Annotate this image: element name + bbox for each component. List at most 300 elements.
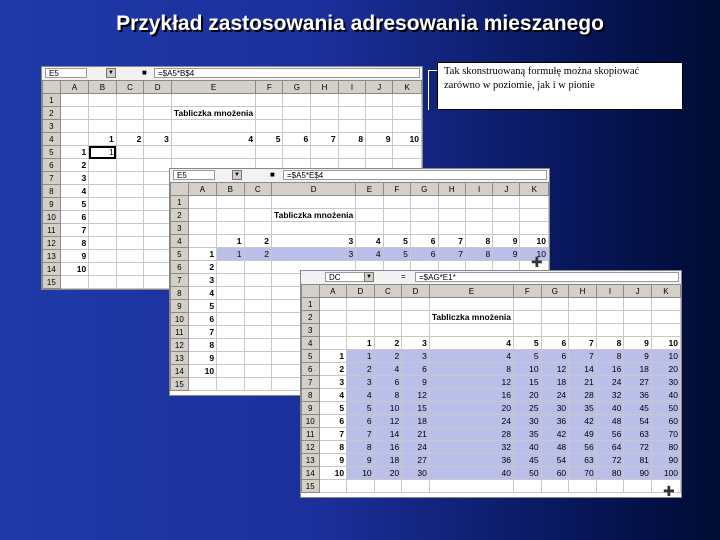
cell[interactable] — [410, 222, 438, 235]
cell[interactable] — [116, 107, 144, 120]
cell[interactable] — [116, 224, 144, 237]
cell[interactable] — [244, 209, 272, 222]
cell[interactable] — [217, 352, 244, 365]
cell[interactable]: 8 — [466, 248, 493, 261]
cell[interactable] — [402, 298, 430, 311]
column-header[interactable]: H — [438, 183, 466, 196]
cell[interactable]: 1 — [347, 337, 375, 350]
cell[interactable]: 5 — [60, 198, 88, 211]
cell[interactable]: 8 — [338, 133, 365, 146]
cell[interactable]: 6 — [283, 133, 311, 146]
cell[interactable]: 7 — [438, 248, 466, 261]
row-header[interactable]: 12 — [171, 339, 189, 352]
cell[interactable]: 6 — [188, 313, 216, 326]
cell[interactable] — [144, 263, 172, 276]
row-header[interactable]: 1 — [43, 94, 61, 107]
cell[interactable]: 10 — [374, 402, 402, 415]
cell[interactable]: 8 — [347, 441, 375, 454]
cell[interactable]: 10 — [393, 133, 422, 146]
cell[interactable]: 1 — [347, 350, 375, 363]
cell[interactable]: 27 — [624, 376, 652, 389]
cell[interactable] — [217, 209, 244, 222]
cell[interactable]: 72 — [624, 441, 652, 454]
cell[interactable] — [311, 107, 339, 120]
cell[interactable] — [466, 209, 493, 222]
cell[interactable]: 9 — [402, 376, 430, 389]
cell[interactable] — [624, 298, 652, 311]
row-header[interactable]: 9 — [302, 402, 320, 415]
cell[interactable]: 40 — [651, 389, 680, 402]
cell[interactable]: 3 — [402, 337, 430, 350]
cell[interactable]: 6 — [319, 415, 347, 428]
cell[interactable]: 72 — [596, 454, 624, 467]
cell[interactable] — [311, 146, 339, 159]
column-header[interactable]: C — [244, 183, 272, 196]
cell[interactable]: 10 — [520, 235, 549, 248]
cell[interactable] — [116, 120, 144, 133]
cell[interactable] — [244, 274, 272, 287]
cell[interactable]: 7 — [311, 133, 339, 146]
cell[interactable] — [514, 298, 542, 311]
column-header[interactable]: D — [347, 285, 375, 298]
cell[interactable] — [144, 224, 172, 237]
cell[interactable] — [116, 211, 144, 224]
row-header[interactable]: 10 — [171, 313, 189, 326]
row-header[interactable]: 8 — [43, 185, 61, 198]
cell[interactable] — [256, 94, 283, 107]
cell[interactable] — [569, 324, 597, 337]
cell[interactable] — [569, 311, 597, 324]
cell[interactable]: 3 — [402, 350, 430, 363]
cell[interactable] — [319, 480, 347, 493]
cell[interactable] — [60, 276, 88, 289]
cell[interactable] — [89, 172, 116, 185]
cell[interactable] — [541, 480, 569, 493]
cell[interactable]: 2 — [374, 337, 402, 350]
cell[interactable] — [624, 324, 652, 337]
formula-input[interactable]: =$AG*E1* — [415, 272, 679, 282]
cell[interactable]: 9 — [366, 133, 393, 146]
cell[interactable]: 81 — [624, 454, 652, 467]
cell[interactable] — [356, 209, 383, 222]
cell[interactable]: 10 — [651, 337, 680, 350]
cell[interactable] — [338, 107, 365, 120]
name-box-dropdown-icon[interactable]: ▼ — [232, 170, 242, 180]
cell[interactable] — [429, 298, 513, 311]
row-header[interactable]: 15 — [302, 480, 320, 493]
cell[interactable] — [217, 300, 244, 313]
cell[interactable]: 9 — [188, 352, 216, 365]
cell[interactable] — [244, 339, 272, 352]
cell[interactable] — [520, 222, 549, 235]
column-header[interactable]: F — [383, 183, 410, 196]
cell[interactable] — [89, 224, 116, 237]
column-header[interactable]: D — [272, 183, 356, 196]
cell[interactable]: 5 — [383, 248, 410, 261]
column-header[interactable]: A — [60, 81, 88, 94]
cell[interactable]: 12 — [402, 389, 430, 402]
cell[interactable] — [347, 311, 375, 324]
cell[interactable]: 7 — [438, 235, 466, 248]
cell[interactable] — [244, 287, 272, 300]
name-box[interactable]: DC — [325, 272, 367, 282]
cell[interactable]: 8 — [596, 337, 624, 350]
row-header[interactable]: 6 — [171, 261, 189, 274]
cell[interactable] — [651, 324, 680, 337]
cell[interactable]: 3 — [319, 376, 347, 389]
cell[interactable] — [393, 120, 422, 133]
row-header[interactable]: 9 — [171, 300, 189, 313]
cell[interactable]: 10 — [60, 263, 88, 276]
cell[interactable]: 5 — [188, 300, 216, 313]
cell[interactable] — [283, 94, 311, 107]
cell[interactable] — [144, 159, 172, 172]
column-header[interactable]: A — [188, 183, 216, 196]
column-header[interactable]: G — [541, 285, 569, 298]
cell[interactable] — [356, 196, 383, 209]
cell[interactable]: 49 — [569, 428, 597, 441]
column-header[interactable]: J — [493, 183, 520, 196]
cell[interactable] — [116, 172, 144, 185]
cell[interactable] — [244, 378, 272, 391]
cell[interactable]: 21 — [402, 428, 430, 441]
cell[interactable]: 10 — [188, 365, 216, 378]
cell[interactable]: 1 — [60, 146, 88, 159]
cell[interactable]: 21 — [569, 376, 597, 389]
cell[interactable] — [338, 120, 365, 133]
column-header[interactable]: G — [283, 81, 311, 94]
cell[interactable] — [188, 196, 216, 209]
row-header[interactable]: 3 — [43, 120, 61, 133]
cell[interactable] — [217, 326, 244, 339]
row-header[interactable]: 4 — [43, 133, 61, 146]
cell[interactable] — [217, 339, 244, 352]
cell[interactable]: 30 — [541, 402, 569, 415]
cell[interactable]: 6 — [374, 376, 402, 389]
cell[interactable] — [319, 337, 347, 350]
cell[interactable]: 7 — [569, 350, 597, 363]
cell[interactable]: 4 — [374, 363, 402, 376]
cell[interactable]: 5 — [383, 235, 410, 248]
cell[interactable] — [60, 133, 88, 146]
cell[interactable]: 8 — [60, 237, 88, 250]
cell[interactable] — [256, 120, 283, 133]
cell[interactable]: 30 — [514, 415, 542, 428]
row-header[interactable]: 7 — [302, 376, 320, 389]
cell[interactable] — [89, 237, 116, 250]
cell[interactable]: 48 — [596, 415, 624, 428]
cell[interactable]: 12 — [374, 415, 402, 428]
cell[interactable] — [374, 480, 402, 493]
cell[interactable]: 4 — [347, 389, 375, 402]
cell[interactable]: 35 — [514, 428, 542, 441]
column-header[interactable]: H — [569, 285, 597, 298]
cell[interactable]: 2 — [374, 350, 402, 363]
cell[interactable] — [393, 94, 422, 107]
name-box-dropdown-icon[interactable]: ▼ — [106, 68, 116, 78]
cell[interactable]: 14 — [374, 428, 402, 441]
cell[interactable] — [466, 222, 493, 235]
row-header[interactable]: 6 — [43, 159, 61, 172]
row-header[interactable]: 8 — [171, 287, 189, 300]
row-header[interactable]: 2 — [43, 107, 61, 120]
cell[interactable] — [171, 94, 255, 107]
cell[interactable]: 5 — [347, 402, 375, 415]
cell[interactable]: 20 — [651, 363, 680, 376]
cell[interactable]: 4 — [171, 133, 255, 146]
cell[interactable]: 64 — [596, 441, 624, 454]
cell[interactable]: 8 — [466, 235, 493, 248]
cell[interactable] — [89, 94, 116, 107]
cell[interactable] — [596, 298, 624, 311]
cell[interactable]: 60 — [651, 415, 680, 428]
cell[interactable] — [438, 209, 466, 222]
cell[interactable] — [569, 480, 597, 493]
cell[interactable]: 60 — [541, 467, 569, 480]
cell[interactable] — [171, 146, 255, 159]
cell[interactable]: 50 — [514, 467, 542, 480]
cell[interactable]: 2 — [116, 133, 144, 146]
cell[interactable] — [89, 198, 116, 211]
cell[interactable] — [393, 107, 422, 120]
name-box[interactable]: E5 — [45, 68, 87, 78]
column-header[interactable]: C — [116, 81, 144, 94]
cell[interactable]: 9 — [347, 454, 375, 467]
column-header[interactable]: A — [319, 285, 347, 298]
cell[interactable]: 2 — [188, 261, 216, 274]
row-header[interactable]: 3 — [302, 324, 320, 337]
cell[interactable] — [144, 211, 172, 224]
cell[interactable] — [116, 94, 144, 107]
cell[interactable]: 6 — [410, 235, 438, 248]
cell[interactable]: 1 — [217, 235, 244, 248]
row-header[interactable]: 14 — [43, 263, 61, 276]
cell[interactable]: 18 — [374, 454, 402, 467]
column-header[interactable]: F — [514, 285, 542, 298]
cell[interactable]: 1 — [89, 146, 116, 159]
cell[interactable] — [383, 222, 410, 235]
cell[interactable] — [374, 298, 402, 311]
cell[interactable]: 1 — [319, 350, 347, 363]
cell[interactable] — [244, 313, 272, 326]
cell[interactable] — [188, 222, 216, 235]
cell[interactable]: 9 — [624, 337, 652, 350]
cell[interactable]: 18 — [402, 415, 430, 428]
cell[interactable]: 45 — [624, 402, 652, 415]
cell[interactable] — [311, 94, 339, 107]
cell[interactable] — [493, 196, 520, 209]
cell[interactable]: 6 — [541, 337, 569, 350]
column-header[interactable]: I — [338, 81, 365, 94]
cell[interactable]: 8 — [429, 363, 513, 376]
cell[interactable]: 32 — [596, 389, 624, 402]
cell[interactable]: 36 — [624, 389, 652, 402]
cell[interactable]: 42 — [541, 428, 569, 441]
cell[interactable]: 4 — [60, 185, 88, 198]
cell[interactable] — [144, 276, 172, 289]
cell[interactable]: 30 — [651, 376, 680, 389]
cell[interactable]: 4 — [356, 235, 383, 248]
row-header[interactable]: 8 — [302, 389, 320, 402]
column-header[interactable]: E — [356, 183, 383, 196]
cell[interactable] — [347, 298, 375, 311]
cell[interactable]: 90 — [651, 454, 680, 467]
cell[interactable] — [383, 196, 410, 209]
cell[interactable] — [171, 120, 255, 133]
cell[interactable]: 3 — [272, 235, 356, 248]
cell[interactable]: 100 — [651, 467, 680, 480]
cell[interactable]: 16 — [429, 389, 513, 402]
row-header[interactable]: 1 — [302, 298, 320, 311]
cell[interactable] — [366, 107, 393, 120]
cell[interactable] — [569, 298, 597, 311]
cell[interactable]: 14 — [569, 363, 597, 376]
cell[interactable] — [244, 300, 272, 313]
cell[interactable] — [217, 222, 244, 235]
cell[interactable] — [514, 480, 542, 493]
cell[interactable] — [60, 94, 88, 107]
cell[interactable]: 63 — [569, 454, 597, 467]
column-header[interactable]: G — [410, 183, 438, 196]
cell[interactable] — [89, 263, 116, 276]
cell[interactable] — [116, 276, 144, 289]
cell[interactable] — [217, 274, 244, 287]
cell[interactable]: 7 — [319, 428, 347, 441]
cell[interactable] — [402, 480, 430, 493]
cell[interactable]: 10 — [347, 467, 375, 480]
cell[interactable]: 4 — [319, 389, 347, 402]
cell[interactable]: 70 — [651, 428, 680, 441]
cell[interactable] — [410, 209, 438, 222]
cell-grid[interactable] — [301, 284, 681, 493]
column-header[interactable]: K — [651, 285, 680, 298]
row-header[interactable]: 11 — [302, 428, 320, 441]
cell[interactable]: 7 — [60, 224, 88, 237]
cell[interactable]: 7 — [188, 326, 216, 339]
cell[interactable]: 45 — [514, 454, 542, 467]
row-header[interactable]: 7 — [43, 172, 61, 185]
cell[interactable] — [338, 146, 365, 159]
column-header[interactable]: C — [374, 285, 402, 298]
row-header[interactable]: 2 — [302, 311, 320, 324]
cell[interactable] — [347, 480, 375, 493]
cell[interactable]: 4 — [356, 248, 383, 261]
cell[interactable] — [514, 311, 542, 324]
formula-input[interactable]: =$A5*E$4 — [283, 170, 547, 180]
cell[interactable] — [438, 196, 466, 209]
cell[interactable]: 2 — [319, 363, 347, 376]
cell[interactable] — [624, 480, 652, 493]
cell[interactable] — [256, 107, 283, 120]
cell[interactable] — [116, 263, 144, 276]
cell[interactable]: 4 — [429, 350, 513, 363]
cell[interactable] — [374, 311, 402, 324]
cell[interactable]: 6 — [541, 350, 569, 363]
row-header[interactable]: 15 — [43, 276, 61, 289]
cell[interactable]: 3 — [60, 172, 88, 185]
cell[interactable]: 36 — [541, 415, 569, 428]
column-header[interactable]: J — [366, 81, 393, 94]
cell[interactable]: 27 — [402, 454, 430, 467]
column-header[interactable]: E — [171, 81, 255, 94]
column-header[interactable]: H — [311, 81, 339, 94]
cell[interactable]: 8 — [188, 339, 216, 352]
cell[interactable] — [393, 146, 422, 159]
cell[interactable] — [116, 185, 144, 198]
cell[interactable]: 18 — [624, 363, 652, 376]
cell[interactable] — [356, 222, 383, 235]
column-header[interactable]: K — [520, 183, 549, 196]
cell[interactable]: 28 — [429, 428, 513, 441]
column-header[interactable]: D — [144, 81, 172, 94]
cell[interactable] — [319, 311, 347, 324]
column-header[interactable]: J — [624, 285, 652, 298]
cell[interactable] — [366, 94, 393, 107]
cell[interactable] — [651, 311, 680, 324]
cell[interactable]: 6 — [410, 248, 438, 261]
cell[interactable] — [89, 120, 116, 133]
cell[interactable]: 12 — [429, 376, 513, 389]
cell[interactable] — [347, 324, 375, 337]
cell[interactable] — [493, 209, 520, 222]
cell[interactable]: 9 — [493, 235, 520, 248]
cell[interactable] — [116, 198, 144, 211]
cell[interactable] — [466, 196, 493, 209]
cell[interactable] — [244, 365, 272, 378]
cell[interactable] — [514, 324, 542, 337]
row-header[interactable]: 4 — [302, 337, 320, 350]
cell[interactable] — [283, 146, 311, 159]
cell[interactable]: 48 — [541, 441, 569, 454]
cell[interactable]: 16 — [374, 441, 402, 454]
row-header[interactable]: 3 — [171, 222, 189, 235]
cell[interactable] — [144, 146, 172, 159]
row-header[interactable]: 7 — [171, 274, 189, 287]
cell[interactable]: 56 — [569, 441, 597, 454]
cell[interactable] — [319, 298, 347, 311]
cell[interactable] — [144, 120, 172, 133]
cell[interactable]: 3 — [144, 133, 172, 146]
column-header[interactable]: B — [89, 81, 116, 94]
cell[interactable] — [144, 237, 172, 250]
row-header[interactable]: 15 — [171, 378, 189, 391]
cell[interactable]: 4 — [188, 287, 216, 300]
cell[interactable]: 9 — [319, 454, 347, 467]
row-header[interactable]: 5 — [43, 146, 61, 159]
cell[interactable] — [217, 287, 244, 300]
cell[interactable] — [188, 235, 216, 248]
cell[interactable]: 8 — [374, 389, 402, 402]
cell[interactable] — [520, 209, 549, 222]
cell[interactable] — [89, 159, 116, 172]
cell[interactable] — [366, 120, 393, 133]
cell[interactable]: 18 — [541, 376, 569, 389]
cell[interactable] — [116, 159, 144, 172]
cell[interactable] — [366, 146, 393, 159]
row-header[interactable]: 4 — [171, 235, 189, 248]
cell[interactable] — [217, 378, 244, 391]
select-all-corner[interactable] — [171, 183, 189, 196]
cell[interactable]: 9 — [493, 248, 520, 261]
cell[interactable] — [116, 250, 144, 263]
cell[interactable] — [217, 261, 244, 274]
row-header[interactable]: 11 — [171, 326, 189, 339]
cell[interactable]: 10 — [520, 248, 549, 261]
row-header[interactable]: 5 — [302, 350, 320, 363]
row-header[interactable]: 5 — [171, 248, 189, 261]
formula-input[interactable]: =$A5*B$4 — [154, 68, 420, 78]
cell[interactable]: 6 — [347, 415, 375, 428]
